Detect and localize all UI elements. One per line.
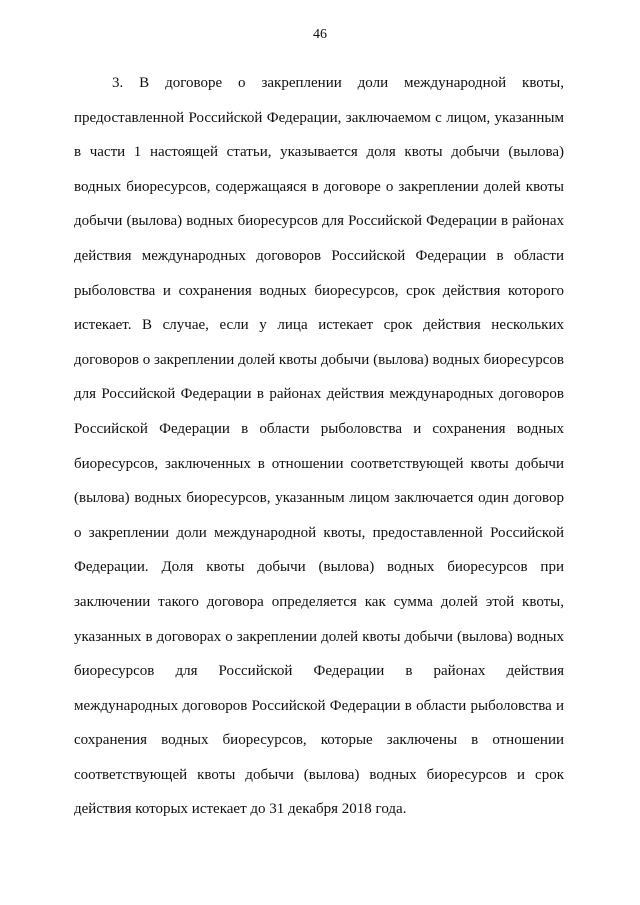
- page-number: 46: [313, 27, 327, 42]
- text-line: водных биоресурсов, содержащаяся в договоре о закреплении долей квоты: [74, 178, 564, 195]
- paragraph-3: [74, 66, 564, 827]
- text-line: 3. В договоре о закреплении доли международной квоты,: [112, 75, 564, 91]
- text-line: действия которых истекает до 31 декабря 2018 года.: [74, 801, 407, 818]
- text-line: истекает. В случае, если у лица истекает срок действия нескольких: [74, 317, 564, 334]
- text-line: биоресурсов, заключенных в отношении соответствующей квоты добычи: [74, 455, 564, 472]
- text-line: добычи (вылова) водных биоресурсов для Российской Федерации в районах: [74, 213, 564, 230]
- text-line: указанных в договорах о закреплении долей квоты добычи (вылова) водных: [74, 628, 564, 645]
- text-line: рыболовства и сохранения водных биоресурсов, срок действия которого: [74, 282, 564, 299]
- text-line: в части 1 настоящей статьи, указывается доля квоты добычи (вылова): [74, 144, 564, 161]
- text-line: биоресурсов для Российской Федерации в районах действия: [74, 663, 564, 680]
- text-line: (вылова) водных биоресурсов, указанным лицом заключается один договор: [74, 490, 564, 507]
- text-line: действия международных договоров Российской Федерации в области: [74, 247, 564, 264]
- text-line: международных договоров Российской Федерации в области рыболовства и: [74, 697, 564, 714]
- text-line: сохранения водных биоресурсов, которые заключены в отношении: [74, 732, 564, 749]
- text-line: договоров о закреплении долей квоты добычи (вылова) водных биоресурсов: [74, 351, 564, 368]
- text-line: Российской Федерации в области рыболовства и сохранения водных: [74, 420, 564, 437]
- text-line: предоставленной Российской Федерации, заключаемом с лицом, указанным: [74, 109, 564, 126]
- text-line: Федерации. Доля квоты добычи (вылова) водных биоресурсов при: [74, 559, 564, 576]
- text-line: заключении такого договора определяется как сумма долей этой квоты,: [74, 593, 564, 610]
- text-line: о закреплении доли международной квоты, предоставленной Российской: [74, 524, 564, 541]
- text-line: соответствующей квоты добычи (вылова) водных биоресурсов и срок: [74, 766, 564, 783]
- text-line: для Российской Федерации в районах действия международных договоров: [74, 386, 564, 403]
